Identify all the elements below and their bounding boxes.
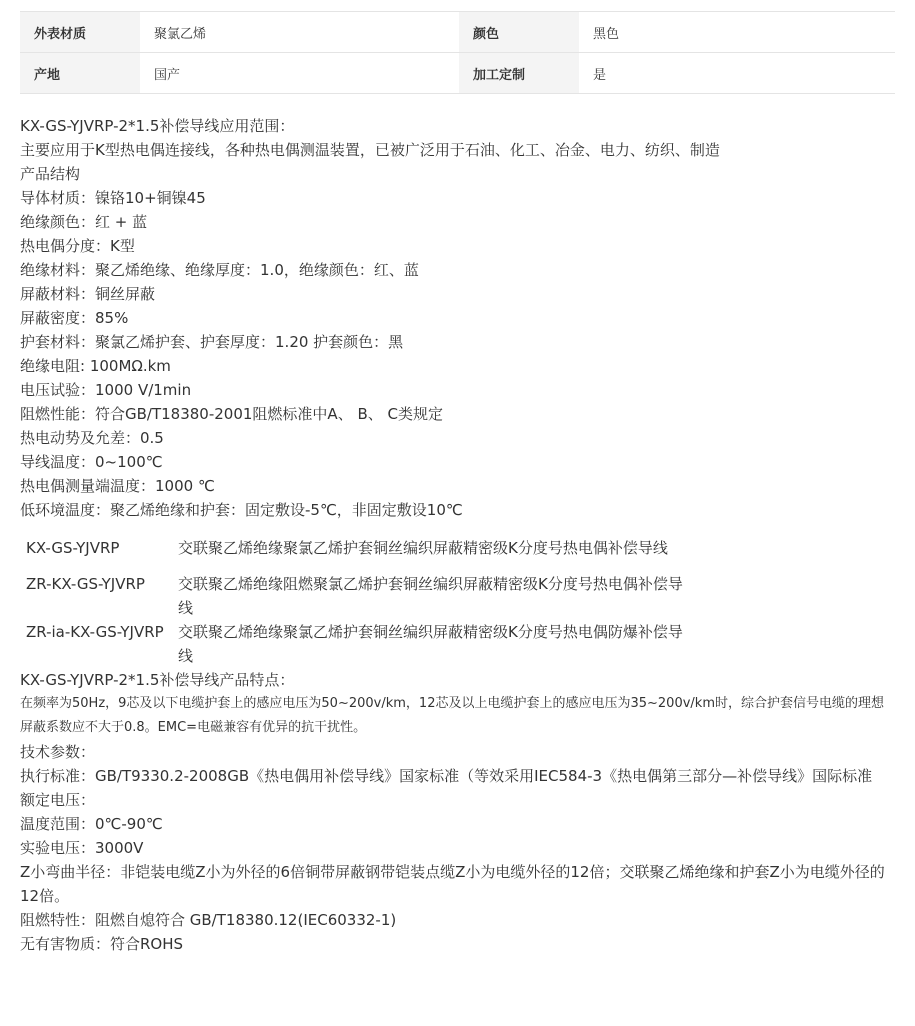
standard-text: 执行标准：GB/T9330.2-2008GB《热电偶用补偿导线》国家标准（等效采用IEC584-3《热电偶第三部分—补偿导线》国际标准 <box>20 767 873 785</box>
rated-voltage: 额定电压： <box>20 791 96 809</box>
model-desc: 交联聚乙烯绝缘聚氯乙烯护套铜丝编织屏蔽精密级K分度号热电偶补偿导线 <box>178 539 668 557</box>
text-line: 阻燃性能：符合GB/T18380-2001阻燃标准中A、 B、 C类规定 <box>20 405 443 423</box>
features-title: KX-GS-YJVRP-2*1.5补偿导线产品特点： <box>20 671 295 689</box>
text-line: 主要应用于K型热电偶连接线，各种热电偶测温装置，已被广泛用于石油、化工、冶金、电力、纺织、制造 <box>20 141 720 159</box>
tech-title: 技术参数： <box>20 743 96 761</box>
text-line: 导体材质：镍铬10+铜镍45 <box>20 189 206 207</box>
spec-row <box>20 12 895 53</box>
model-code: KX-GS-YJVRP <box>26 539 120 557</box>
text-line: 产品结构 <box>20 165 81 183</box>
text-line: 热电动势及允差：0.5 <box>20 429 164 447</box>
text-line: 绝缘材料：聚乙烯绝缘、绝缘厚度：1.0，绝缘颜色：红、蓝 <box>20 261 419 279</box>
features-section <box>20 668 895 956</box>
text-line: 热电偶分度：K型 <box>20 237 135 255</box>
spec-key: 产地 <box>20 53 140 94</box>
text-line: 电压试验：1000 V/1min <box>20 381 192 399</box>
model-desc: 交联聚乙烯绝缘聚氯乙烯护套铜丝编织屏蔽精密级K分度号热电偶防爆补偿导线 <box>178 623 683 665</box>
text-line: 护套材料：聚氯乙烯护套、护套厚度：1.20 护套颜色：黑 <box>20 333 404 351</box>
spec-key: 加工定制 <box>459 53 579 94</box>
text-line: KX-GS-YJVRP-2*1.5补偿导线应用范围： <box>20 117 295 135</box>
model-row <box>26 536 690 572</box>
spec-key: 外表材质 <box>20 12 140 53</box>
spec-value: 国产 <box>140 53 459 94</box>
model-code: ZR-ia-KX-GS-YJVRP <box>26 623 164 641</box>
model-table <box>26 536 690 668</box>
model-desc: 交联聚乙烯绝缘阻燃聚氯乙烯护套铜丝编织屏蔽精密级K分度号热电偶补偿导线 <box>178 575 683 617</box>
text-line: 屏蔽密度：85% <box>20 309 129 327</box>
bend-radius: Z小弯曲半径：非铠装电缆Z小为外径的6倍铜带屏蔽钢带铠装点缆Z小为电缆外径的12倍；交联聚乙烯绝缘和护套Z小为电缆外径的12倍。 <box>20 863 885 905</box>
spec-table <box>20 11 895 94</box>
text-line: 导线温度：0~100℃ <box>20 453 163 471</box>
application-section <box>20 114 895 522</box>
text-line: 低环境温度：聚乙烯绝缘和护套：固定敷设-5℃，非固定敷设10℃ <box>20 501 463 519</box>
model-code: ZR-KX-GS-YJVRP <box>26 575 145 593</box>
text-line: 屏蔽材料：铜丝屏蔽 <box>20 285 156 303</box>
spec-value: 聚氯乙烯 <box>140 12 459 53</box>
spec-value: 黑色 <box>579 12 895 53</box>
product-description <box>20 114 895 956</box>
features-text: 在频率为50Hz，9芯及以下电缆护套上的感应电压为50~200v/km，12芯及以上电缆护套上的感应电压为35~200v/km时，综合护套信号电缆的理想屏蔽系数应不大于0.8。EMC=电磁兼容有优异的抗干扰性。 <box>20 696 884 735</box>
spec-value: 是 <box>579 53 895 94</box>
text-line: 热电偶测量端温度：1000 ℃ <box>20 477 215 495</box>
flame-retardant: 阻燃特性：阻燃自熄符合 GB/T18380.12(IEC60332-1) <box>20 911 397 929</box>
test-voltage: 实验电压：3000V <box>20 839 144 857</box>
text-line: 绝缘电阻: 100MΩ.km <box>20 357 171 375</box>
temp-range: 温度范围：0℃-90℃ <box>20 815 163 833</box>
model-row <box>26 620 690 668</box>
text-line: 绝缘颜色：红 + 蓝 <box>20 213 148 231</box>
spec-row <box>20 53 895 94</box>
model-row <box>26 572 690 620</box>
hazard-free: 无有害物质：符合ROHS <box>20 935 184 953</box>
spec-key: 颜色 <box>459 12 579 53</box>
